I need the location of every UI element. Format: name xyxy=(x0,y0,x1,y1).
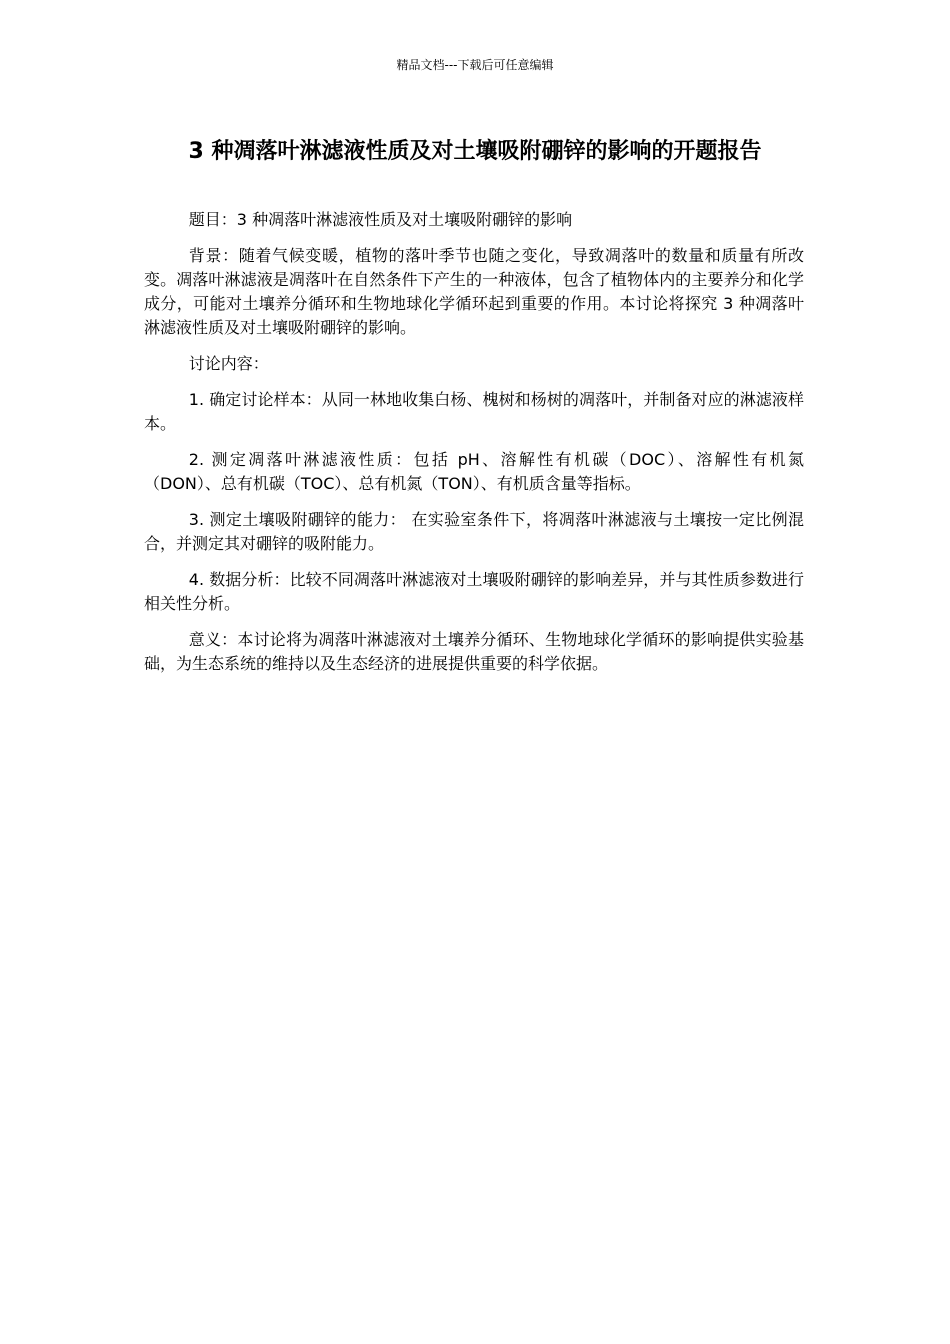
paragraph-item-2: 2. 测定凋落叶淋滤液性质：包括 pH、溶解性有机碳（DOC）、溶解性有机氮（DON）、总有机碳（TOC）、总有机氮（TON）、有机质含量等指标。 xyxy=(144,450,804,493)
paragraph-item-4: 4. 数据分析：比较不同凋落叶淋滤液对土壤吸附硼锌的影响差异，并与其性质参数进行相关性分析。 xyxy=(144,570,804,613)
paragraph-item-1: 1. 确定讨论样本：从同一林地收集白杨、槐树和杨树的凋落叶，并制备对应的淋滤液样本。 xyxy=(144,390,804,433)
paragraph-significance: 意义：本讨论将为凋落叶淋滤液对土壤养分循环、生物地球化学循环的影响提供实验基础，为生态系统的维持以及生态经济的进展提供重要的科学依据。 xyxy=(144,630,804,673)
paragraph-content-heading: 讨论内容： xyxy=(188,354,269,373)
document-title: 3 种凋落叶淋滤液性质及对土壤吸附硼锌的影响的开题报告 xyxy=(188,139,762,164)
document-body xyxy=(144,208,804,688)
page-header-note: 精品文档---下载后可任意编辑 xyxy=(396,58,554,72)
paragraph-topic: 题目：3 种凋落叶淋滤液性质及对土壤吸附硼锌的影响 xyxy=(188,210,573,229)
paragraph-background: 背景：随着气候变暖，植物的落叶季节也随之变化，导致凋落叶的数量和质量有所改变。凋落叶淋滤液是凋落叶在自然条件下产生的一种液体，包含了植物体内的主要养分和化学成分，可能对土壤养分循环和生物地球化学循环起到重要的作用。本讨论将探究 3 种凋落叶淋滤液性质及对土壤吸附硼锌的影响。 xyxy=(144,246,804,337)
paragraph-item-3: 3. 测定土壤吸附硼锌的能力： 在实验室条件下，将凋落叶淋滤液与土壤按一定比例混合，并测定其对硼锌的吸附能力。 xyxy=(144,510,804,553)
